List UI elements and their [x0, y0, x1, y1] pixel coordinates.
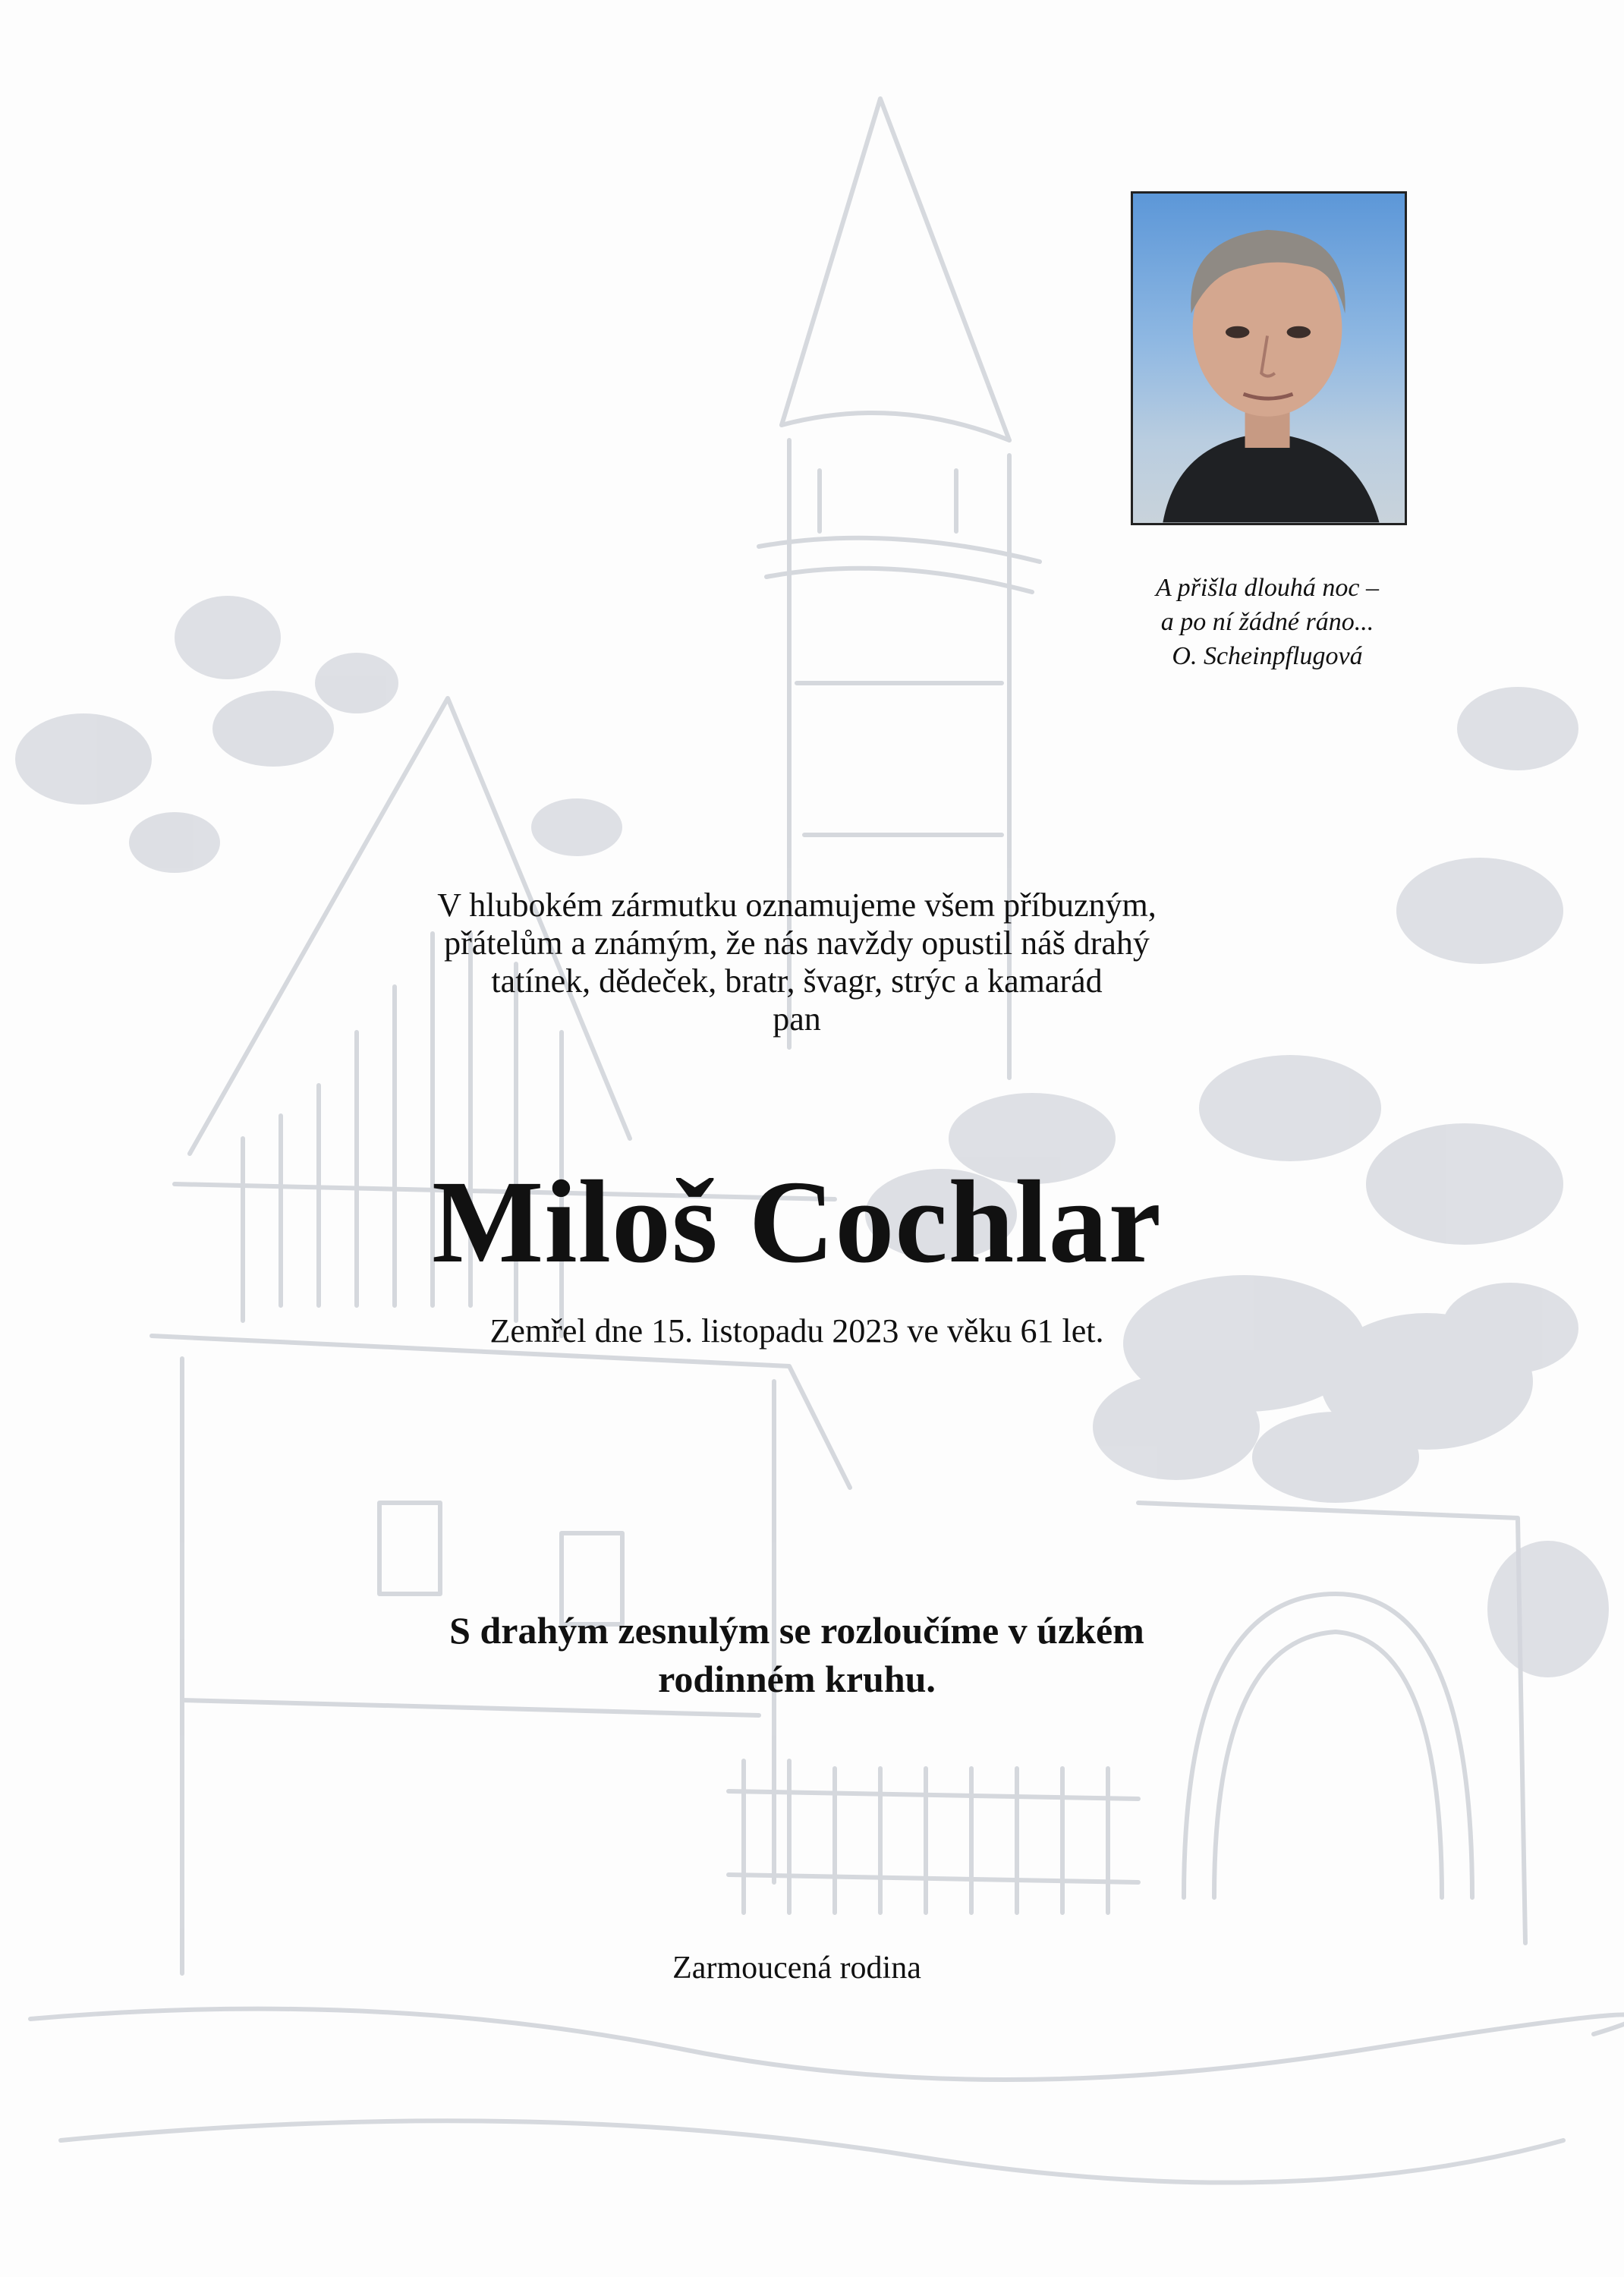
- quote-line: a po ní žádné ráno...: [1160, 608, 1374, 636]
- portrait-photo: [1131, 191, 1407, 525]
- farewell-text: [228, 1606, 1366, 1703]
- announcement-line: přátelům a známým, že nás navždy opustil náš drahý: [444, 924, 1150, 962]
- poem-quote: [1062, 571, 1472, 673]
- announcement-text: [228, 887, 1366, 1038]
- death-date-text: Zemřel dne 15. listopadu 2023 ve věku 61 let.: [489, 1312, 1104, 1350]
- family-signature: Zarmoucená rodina: [672, 1951, 921, 1986]
- farewell-line: S drahým zesnulým se rozloučíme v úzkém: [449, 1609, 1144, 1652]
- farewell-line: rodinném kruhu.: [658, 1658, 936, 1700]
- announcement-line: V hlubokém zármutku oznamujeme všem příbuzným,: [437, 887, 1157, 924]
- quote-line: A přišla dlouhá noc –: [1155, 574, 1380, 602]
- announcement-line: pan: [773, 1000, 821, 1038]
- quote-author: O. Scheinpflugová: [1172, 642, 1363, 670]
- portrait-illustration: [1133, 194, 1405, 523]
- announcement-line: tatínek, dědeček, bratr, švagr, strýc a kamarád: [491, 962, 1103, 1000]
- deceased-name: Miloš Cochlar: [432, 1156, 1162, 1287]
